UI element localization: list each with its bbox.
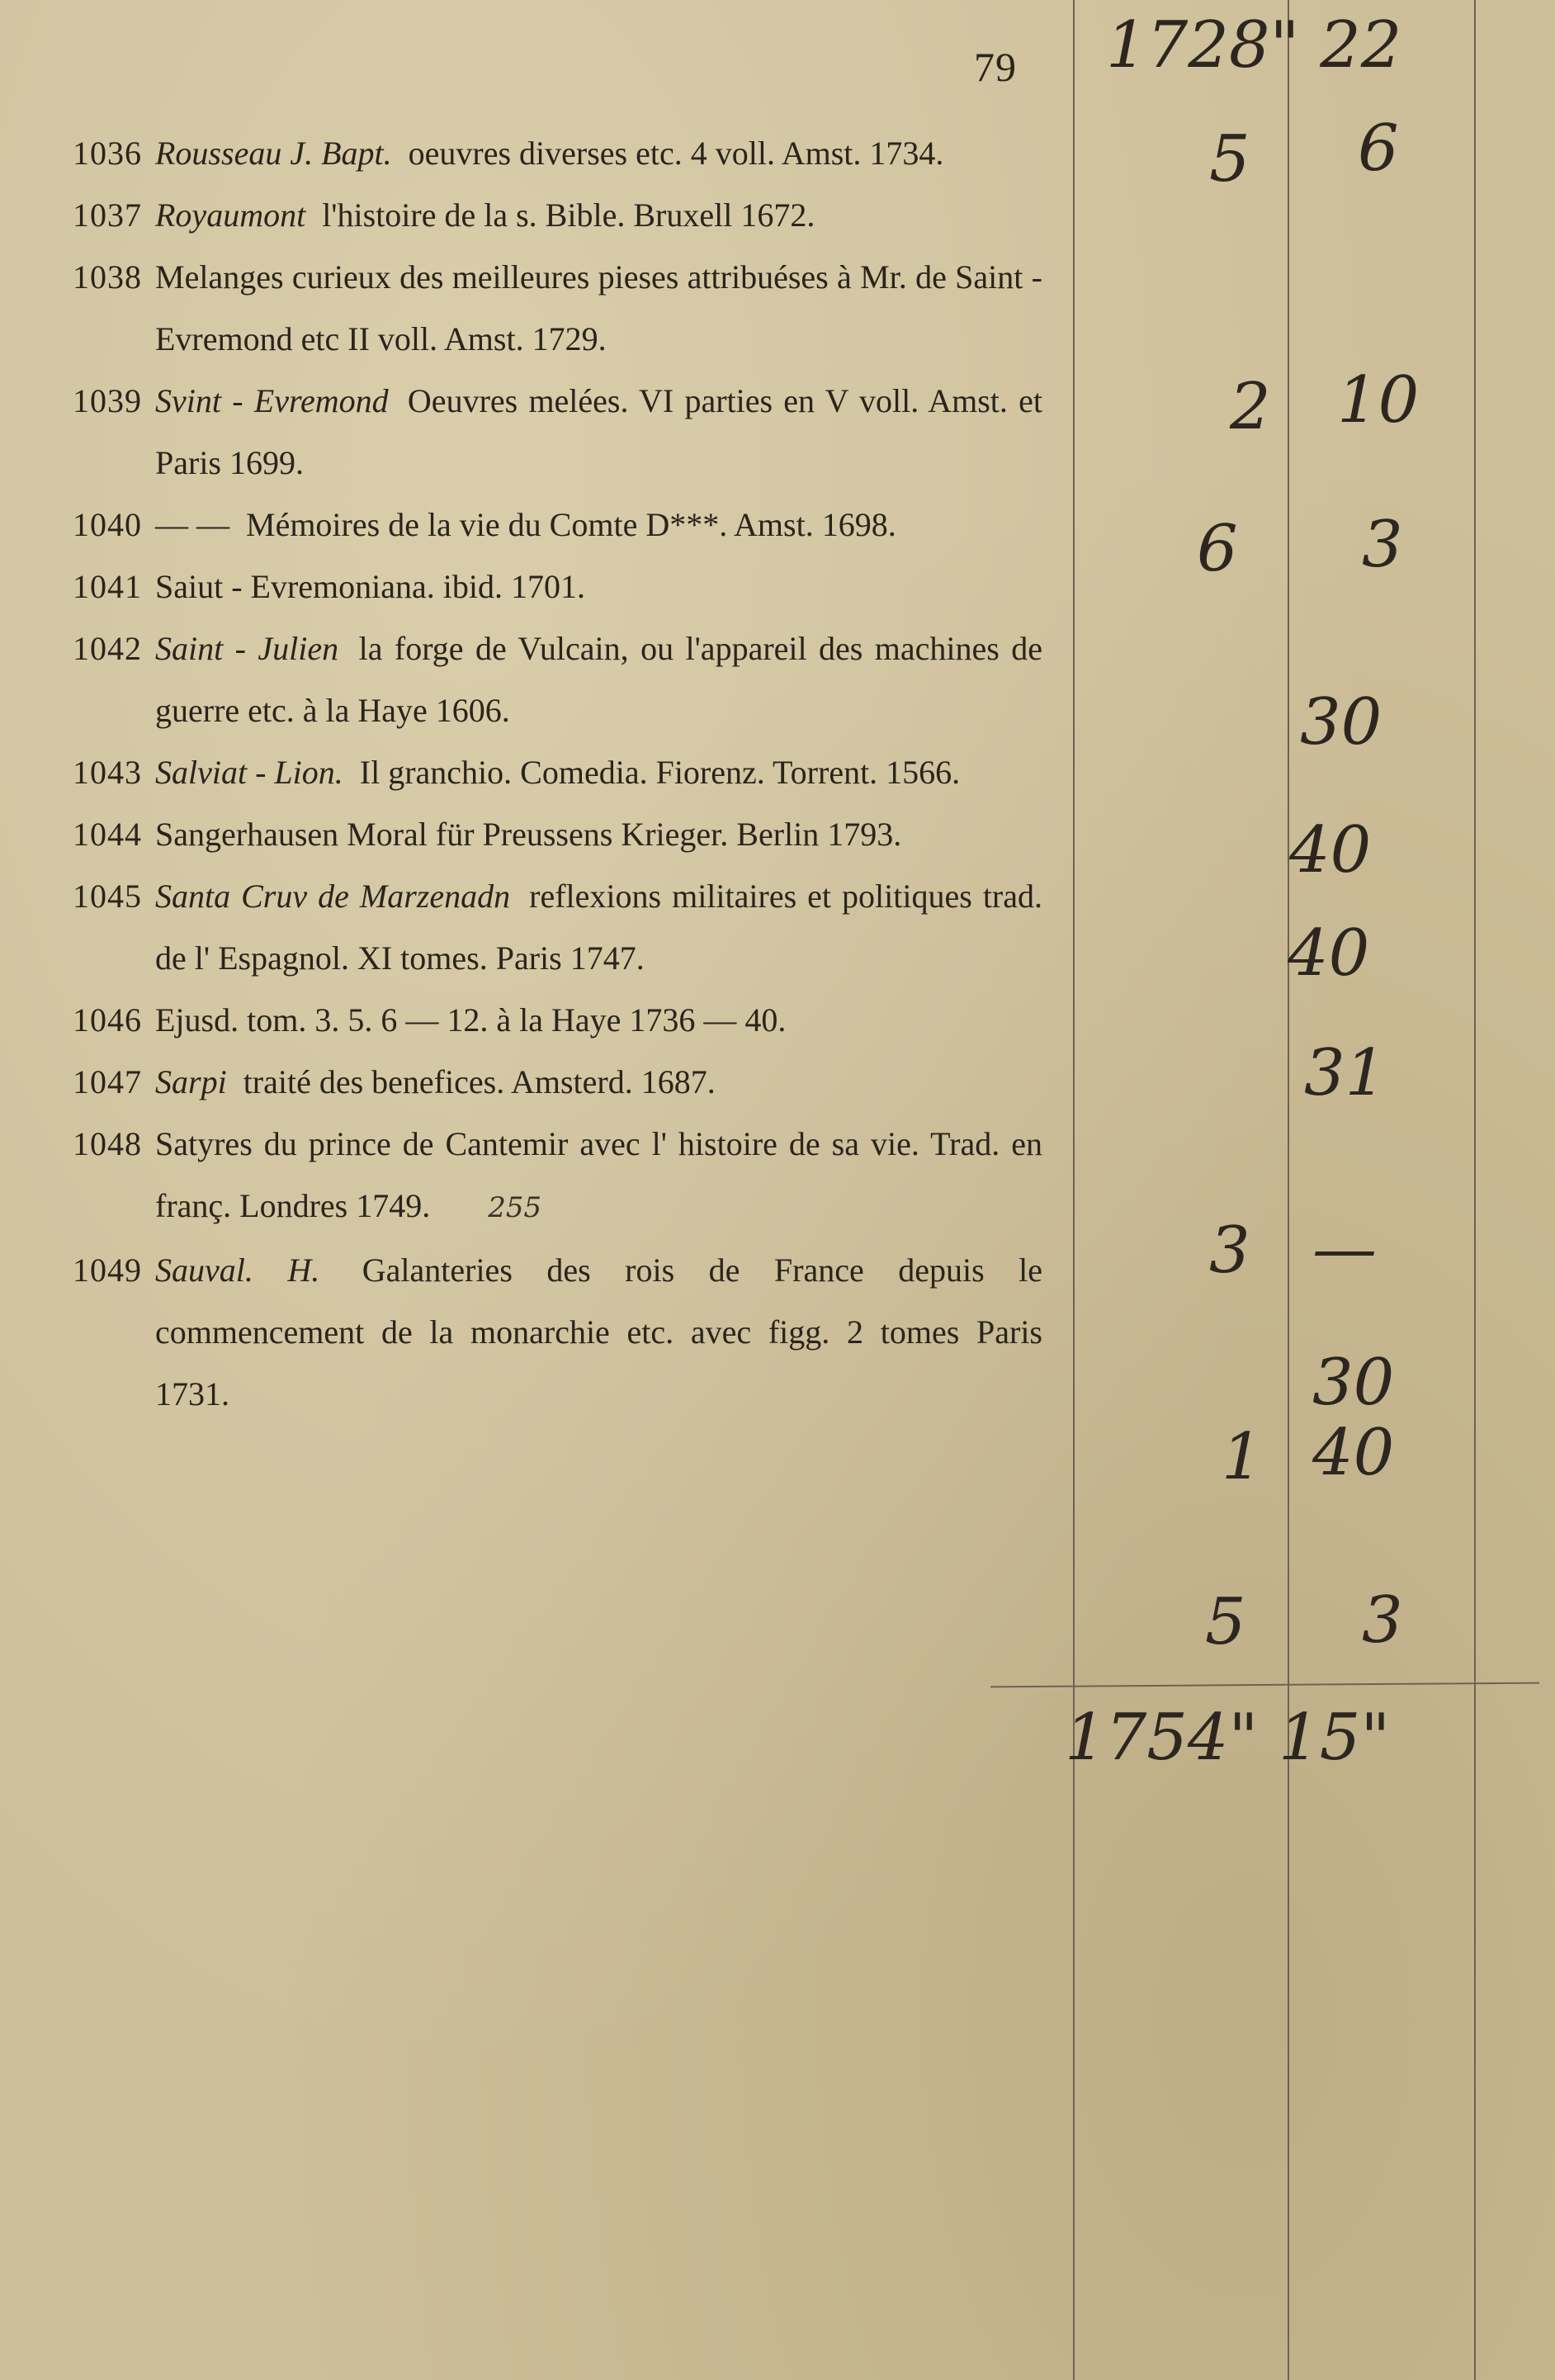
entry-number: 1044 xyxy=(73,816,142,853)
ledger-rule-left xyxy=(1073,0,1075,2380)
entry-number: 1049 xyxy=(73,1252,142,1289)
entry-number: 1040 xyxy=(73,506,142,543)
handwritten-price-right: 31 xyxy=(1304,1036,1387,1110)
entry-author: Sarpi xyxy=(155,1063,227,1100)
catalog-entries xyxy=(73,122,1042,1425)
entry-title: Il granchio. Comedia. Fiorenz. Torrent. 1566. xyxy=(359,754,961,791)
catalog-entry xyxy=(73,865,1042,989)
entry-author: Salviat - Lion. xyxy=(155,754,343,791)
entry-number: 1048 xyxy=(73,1125,142,1162)
catalog-entry xyxy=(73,1113,1042,1239)
entry-author: Saint - Julien xyxy=(155,630,339,667)
handwritten-price-left: 5 xyxy=(1205,1585,1246,1659)
handwritten-price-left: 2 xyxy=(1230,370,1271,444)
entry-title: Ejusd. tom. 3. 5. 6 — 12. à la Haye 1736 — 40. xyxy=(155,1001,787,1039)
entry-number: 1041 xyxy=(73,568,142,605)
catalog-entry xyxy=(73,741,1042,803)
entry-author: Santa Cruv de Marzenadn xyxy=(155,878,511,915)
ledger-rule-right xyxy=(1474,0,1476,2380)
entry-author: Rousseau J. Bapt. xyxy=(155,135,392,172)
handwritten-price-left: 6 xyxy=(1197,512,1238,586)
entry-number: 1036 xyxy=(73,135,142,172)
entry-title: Satyres du prince de Cantemir avec l' histoire de sa vie. Trad. en franç. Londres 1749. xyxy=(155,1125,1042,1224)
entry-author: Sauval. H. xyxy=(155,1252,320,1289)
catalog-entry xyxy=(73,556,1042,617)
entry-number: 1039 xyxy=(73,382,142,419)
entry-title: Saiut - Evremoniana. ibid. 1701. xyxy=(155,568,586,605)
catalog-entry xyxy=(73,989,1042,1051)
page-number: 79 xyxy=(974,44,1017,90)
catalog-entry xyxy=(73,494,1042,556)
entry-number: 1047 xyxy=(73,1063,142,1100)
catalog-entry xyxy=(73,1239,1042,1425)
ledger-rule-middle xyxy=(1288,0,1289,2380)
entry-title: Mémoires de la vie du Comte D***. Amst. 1698. xyxy=(246,506,896,543)
entry-title: traité des benefices. Amsterd. 1687. xyxy=(243,1063,716,1100)
handwritten-price-right: 10 xyxy=(1337,363,1420,438)
entry-title: l'histoire de la s. Bible. Bruxell 1672. xyxy=(322,196,815,234)
handwritten-note: 255 xyxy=(488,1191,542,1224)
catalog-entry xyxy=(73,803,1042,865)
entry-author: — — xyxy=(155,506,229,543)
entry-title: reflexions militaires et politiques trad. de l' Espagnol. XI tomes. Paris 1747. xyxy=(155,878,1043,977)
catalog-entry xyxy=(73,246,1042,370)
handwritten-price-right: 30 xyxy=(1312,1346,1395,1420)
catalog-entry xyxy=(73,370,1042,494)
entry-title: oeuvres diverses etc. 4 voll. Amst. 1734. xyxy=(408,135,944,172)
entry-number: 1043 xyxy=(73,754,142,791)
entry-author: Svint - Evremond xyxy=(155,382,389,419)
entry-number: 1045 xyxy=(73,878,142,915)
entry-number: 1038 xyxy=(73,258,142,296)
handwritten-price-right: 40 xyxy=(1312,1416,1395,1490)
handwritten-carry-in: 1728" 22 xyxy=(1106,8,1402,83)
handwritten-price-right: 6 xyxy=(1358,111,1399,186)
handwritten-price-right: 40 xyxy=(1289,813,1372,887)
handwritten-price-left: 1 xyxy=(1222,1420,1263,1494)
entry-title: Sangerhausen Moral für Preussens Krieger. Berlin 1793. xyxy=(155,816,902,853)
catalog-entry xyxy=(73,1051,1042,1113)
handwritten-price-right: 40 xyxy=(1288,916,1370,991)
handwritten-price-right: 3 xyxy=(1362,1583,1403,1658)
entry-title: Oeuvres melées. VI parties en V voll. Amst. et Paris 1699. xyxy=(155,382,1042,481)
entry-title: Melanges curieux des meilleures pieses attribuéses à Mr. de Saint - Evremond etc II voll. Amst. 1729. xyxy=(155,258,1042,357)
handwritten-price-right: — xyxy=(1312,1212,1377,1286)
entry-number: 1042 xyxy=(73,630,142,667)
entry-title: la forge de Vulcain, ou l'appareil des machines de guerre etc. à la Haye 1606. xyxy=(155,630,1043,729)
handwritten-price-right: 3 xyxy=(1362,508,1403,582)
catalog-entry xyxy=(73,184,1042,246)
entry-number: 1046 xyxy=(73,1001,142,1039)
entry-author: Royaumont xyxy=(155,196,306,234)
handwritten-price-right: 30 xyxy=(1300,685,1382,759)
catalog-entry xyxy=(73,617,1042,741)
catalog-entry xyxy=(73,122,1042,184)
handwritten-total: 1754" 15" xyxy=(1065,1701,1391,1775)
entry-title: Galanteries des rois de France depuis le commencement de la monarchie etc. avec figg. 2 tomes Paris 1731. xyxy=(155,1252,1042,1412)
handwritten-price-left: 3 xyxy=(1209,1214,1250,1288)
handwritten-price-left: 5 xyxy=(1209,122,1250,196)
entry-number: 1037 xyxy=(73,196,142,234)
